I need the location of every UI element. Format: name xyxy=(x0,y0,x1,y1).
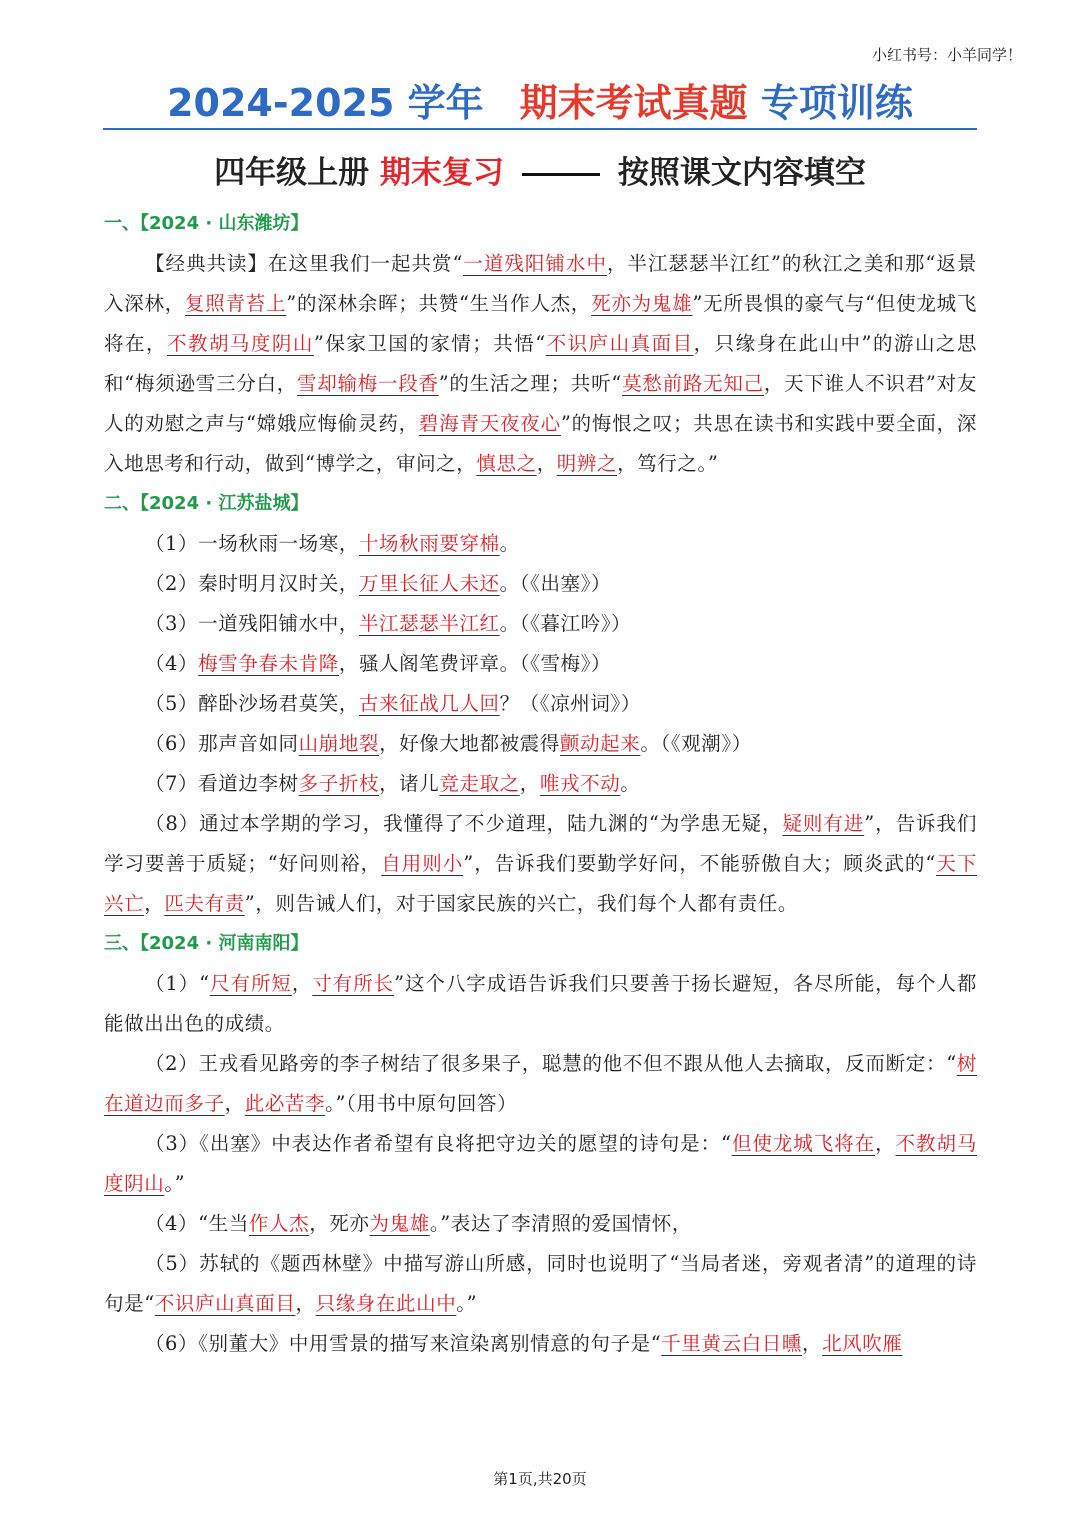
question-text: ”的悔恨之叹；共思在读书和实践中要全面，深入地思考和行动，做到“博学之，审问之， xyxy=(104,412,977,475)
answer-blank: 只缘身在此山中 xyxy=(315,1292,457,1315)
question-text: ，死亦 xyxy=(309,1212,370,1235)
question-text: 。” xyxy=(456,1292,478,1315)
question-text: ”，告诉我们学习要善于质疑；“好问则裕， xyxy=(104,812,978,875)
question-paragraph xyxy=(104,1324,977,1364)
answer-blank: 唯戎不动 xyxy=(539,772,621,795)
question-paragraph xyxy=(104,684,977,724)
document-body xyxy=(104,204,977,1364)
answer-blank: 死亦为鬼雄 xyxy=(591,292,693,315)
question-text: （7）看道边李树 xyxy=(144,772,299,795)
question-text: ，只缘身在此山中”的游山之思和“梅须逊雪三分白， xyxy=(104,332,978,395)
section-heading: 二、【2024 · 江苏盐城】 xyxy=(104,493,309,514)
question-text: ，好像大地都被震得 xyxy=(379,732,560,755)
question-text: ， xyxy=(519,772,540,795)
dash-divider xyxy=(522,173,600,176)
question-paragraph xyxy=(104,244,977,484)
question-text: 【经典共读】在这里我们一起共赏“ xyxy=(144,252,464,275)
answer-blank: 尺有所短 xyxy=(209,972,292,995)
answer-blank: 梅雪争春未肯降 xyxy=(198,652,339,675)
question-paragraph xyxy=(104,724,977,764)
question-text: 。”表达了李清照的爱国情怀， xyxy=(429,1212,692,1235)
answer-blank: 明辨之 xyxy=(556,452,618,475)
document-title xyxy=(103,78,977,130)
question-text: ”的生活之理；共听“ xyxy=(438,372,623,395)
question-text: （5）醉卧沙场君莫笑， xyxy=(144,692,359,715)
answer-blank: 为鬼雄 xyxy=(369,1212,430,1235)
answer-blank: 多子折枝 xyxy=(298,772,380,795)
question-text: ”保家卫国的家情；共悟“ xyxy=(313,332,546,355)
question-text: 。 xyxy=(620,772,641,795)
question-text: 。（《出塞》） xyxy=(499,572,612,595)
answer-blank: 自用则小 xyxy=(381,852,464,875)
question-text: （8）通过本学期的学习，我懂得了不少道理，陆九渊的“为学患无疑， xyxy=(144,812,783,835)
question-paragraph xyxy=(104,964,977,1044)
section-heading: 三、【2024 · 河南南阳】 xyxy=(104,933,309,954)
question-paragraph xyxy=(104,1044,977,1124)
question-text: ， xyxy=(224,1092,245,1115)
question-text: （1）“ xyxy=(144,972,210,995)
question-text: （5）苏轼的《题西林壁》中描写游山所感，同时也说明了“当局者迷，旁观者清”的道理的诗句是“ xyxy=(104,1252,977,1315)
answer-blank: 一道残阳铺水中 xyxy=(463,252,607,275)
question-text: （6）《别董大》中用雪景的描写来渲染离别情意的句子是“ xyxy=(144,1332,662,1355)
question-text: ”的深林余晖；共赞“生当作人杰， xyxy=(286,292,592,315)
answer-blank: 作人杰 xyxy=(248,1212,310,1235)
answer-blank: 天下兴亡 xyxy=(104,852,978,915)
answer-blank: 复照青苔上 xyxy=(185,292,287,315)
answer-blank: 颤动起来 xyxy=(559,732,641,755)
answer-blank: 匹夫有责 xyxy=(164,892,245,915)
question-text: ，诸儿 xyxy=(379,772,440,795)
answer-blank: 不教胡马度阴山 xyxy=(166,332,314,355)
question-text: ”，告诉我们要勤学好问，不能骄傲自大；顾炎武的“ xyxy=(463,852,936,875)
question-text: ，天下谁人不识君”对友人的劝慰之声与“嫦娥应悔偷灵药， xyxy=(104,372,977,435)
question-text: ”无所畏惧的豪气与“但使龙城飞将在， xyxy=(104,292,977,355)
question-text: 。 xyxy=(499,532,520,555)
question-text: ”，则告诫人们，对于国家民族的兴亡，我们每个人都有责任。 xyxy=(244,892,798,915)
answer-blank: 古来征战几人回 xyxy=(358,692,500,715)
answer-blank: 不识庐山真面目 xyxy=(545,332,694,355)
question-text: （2）秦时明月汉时关， xyxy=(144,572,359,595)
question-text: （3）《出塞》中表达作者希望有良将把守边关的愿望的诗句是：“ xyxy=(144,1132,732,1155)
title-exam: 期末考试真题 xyxy=(519,81,748,125)
question-text: ， xyxy=(536,452,557,475)
answer-blank: 十场秋雨要穿棉 xyxy=(358,532,500,555)
question-text: ，笃行之。” xyxy=(617,452,719,475)
question-text: 。” xyxy=(164,1172,186,1195)
subtitle-grade: 四年级上册 xyxy=(214,155,370,191)
question-text: ， xyxy=(295,1292,316,1315)
question-text: （3）一道残阳铺水中， xyxy=(144,612,359,635)
question-text: 。”（用书中原句回答） xyxy=(325,1092,518,1115)
watermark-account: 小红书号：小羊同学！ xyxy=(871,46,1022,64)
answer-blank: 此必苦李 xyxy=(244,1092,326,1115)
question-paragraph xyxy=(104,604,977,644)
question-text: 。（《观潮》） xyxy=(640,732,752,755)
question-text: 。（《暮江吟》） xyxy=(499,612,632,635)
question-paragraph xyxy=(104,764,977,804)
question-paragraph xyxy=(104,804,977,924)
question-paragraph xyxy=(104,1124,977,1204)
answer-blank: 半江瑟瑟半江红 xyxy=(358,612,500,635)
answer-blank: 北风吹雁 xyxy=(822,1332,903,1355)
question-text: ，半江瑟瑟半江红”的秋江之美和那“返景入深林， xyxy=(104,252,978,315)
question-text: ， xyxy=(875,1132,896,1155)
subtitle-topic: 按照课文内容填空 xyxy=(617,155,866,191)
answer-blank: 不教胡马度阴山 xyxy=(104,1132,977,1195)
answer-blank: 千里黄云白日曛 xyxy=(661,1332,802,1355)
answer-blank: 不识庐山真面目 xyxy=(154,1292,296,1315)
answer-blank: 山崩地裂 xyxy=(298,732,380,755)
question-text: （4）“生当 xyxy=(144,1212,249,1235)
answer-blank: 寸有所长 xyxy=(312,972,395,995)
title-training: 专项训练 xyxy=(760,81,913,125)
question-text: ”这个八字成语告诉我们只要善于扬长避短，各尽所能，每个人都能做出出色的成绩。 xyxy=(104,972,977,1035)
question-text: （6）那声音如同 xyxy=(144,732,299,755)
title-school-year: 2024-2025 学年 xyxy=(167,81,484,125)
answer-blank: 莫愁前路无知己 xyxy=(622,372,764,395)
question-paragraph xyxy=(104,644,977,684)
answer-blank: 雪却输梅一段香 xyxy=(296,372,439,395)
question-paragraph xyxy=(104,1244,977,1324)
subtitle-review: 期末复习 xyxy=(379,155,504,191)
question-text: （4） xyxy=(144,652,199,675)
question-text: ， xyxy=(801,1332,823,1355)
answer-blank: 疑则有进 xyxy=(782,812,865,835)
answer-blank: 竞走取之 xyxy=(439,772,520,795)
answer-blank: 万里长征人未还 xyxy=(358,572,500,595)
question-text: （1）一场秋雨一场寒， xyxy=(144,532,359,555)
question-text: （2）王戎看见路旁的李子树结了很多果子，聪慧的他不但不跟从他人去摘取，反而断定：“ xyxy=(144,1052,957,1075)
question-text: ？（《凉州词》） xyxy=(499,692,641,715)
answer-blank: 慎思之 xyxy=(476,452,537,475)
answer-blank: 树在道边而多子 xyxy=(104,1052,977,1115)
question-text: ，骚人阁笔费评章。（《雪梅》） xyxy=(338,652,612,675)
question-paragraph xyxy=(104,524,977,564)
page-number: 第1页,共20页 xyxy=(493,1470,587,1488)
section-heading: 一、【2024 · 山东潍坊】 xyxy=(104,213,309,234)
document-subtitle xyxy=(0,150,1080,196)
answer-blank: 但使龙城飞将在 xyxy=(731,1132,876,1155)
question-text: ， xyxy=(291,972,313,995)
question-paragraph xyxy=(104,1204,977,1244)
question-paragraph xyxy=(104,564,977,604)
answer-blank: 碧海青天夜夜心 xyxy=(418,412,561,435)
question-text: ， xyxy=(144,892,165,915)
